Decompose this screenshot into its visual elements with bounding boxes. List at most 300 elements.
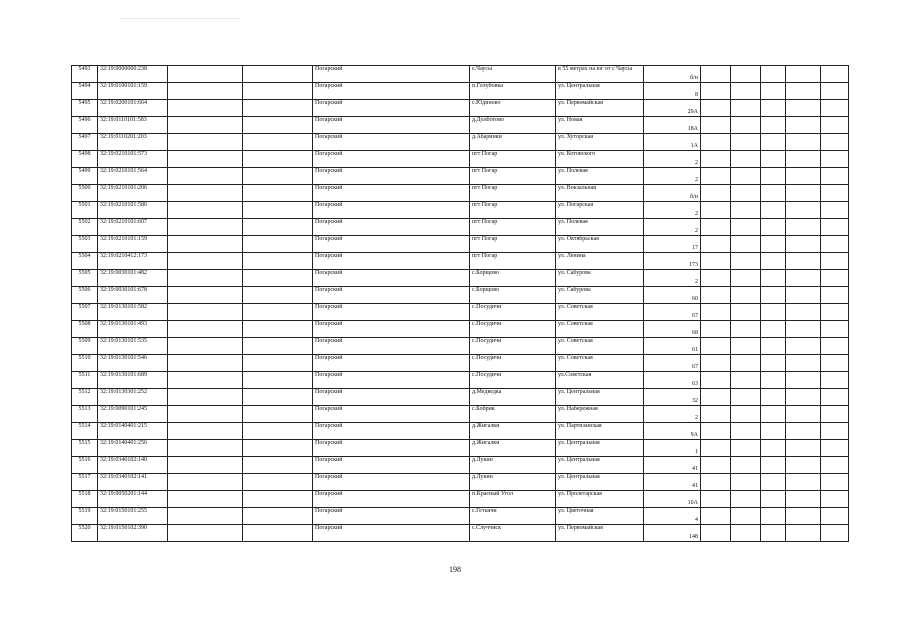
house-number-cell: б/н xyxy=(644,66,701,83)
empty-cell xyxy=(701,355,731,372)
empty-cell xyxy=(761,321,786,338)
empty-cell xyxy=(701,474,731,491)
locality-cell: пгт Погар xyxy=(470,236,556,253)
empty-cell xyxy=(243,100,313,117)
locality-cell: с.Бобрик xyxy=(470,406,556,423)
cadastral-number-cell: 32:19:0110201:203 xyxy=(98,134,168,151)
empty-cell xyxy=(731,321,761,338)
empty-cell xyxy=(168,491,243,508)
row-number-cell: 5500 xyxy=(72,185,98,202)
empty-cell xyxy=(786,355,821,372)
cadastral-number-cell: 32:19:0130101:582 xyxy=(98,304,168,321)
cadastral-number-cell: 32:19:0340102:141 xyxy=(98,474,168,491)
house-number-cell: 32 xyxy=(644,389,701,406)
empty-cell xyxy=(243,372,313,389)
cadastral-number-cell: 32:19:0130101:535 xyxy=(98,338,168,355)
empty-cell xyxy=(243,474,313,491)
district-cell: Погарский xyxy=(313,389,470,406)
cadastral-number-cell: 32:19:0210101:586 xyxy=(98,202,168,219)
house-number-cell: 60 xyxy=(644,287,701,304)
house-number-cell: 173 xyxy=(644,253,701,270)
empty-cell xyxy=(821,151,849,168)
row-number-cell: 5515 xyxy=(72,440,98,457)
empty-cell xyxy=(168,287,243,304)
empty-cell xyxy=(821,66,849,83)
locality-cell: с.Посудичи xyxy=(470,304,556,321)
table-row xyxy=(72,202,849,219)
cadastral-number-cell: 32:19:0150101:255 xyxy=(98,508,168,525)
empty-cell xyxy=(821,321,849,338)
empty-cell xyxy=(786,202,821,219)
house-number-cell: 63 xyxy=(644,372,701,389)
empty-cell xyxy=(821,508,849,525)
empty-cell xyxy=(761,83,786,100)
empty-cell xyxy=(168,338,243,355)
empty-cell xyxy=(701,304,731,321)
empty-cell xyxy=(731,406,761,423)
empty-cell xyxy=(761,440,786,457)
empty-cell xyxy=(701,134,731,151)
empty-cell xyxy=(168,236,243,253)
cadastral-number-cell: 32:19:0210101:206 xyxy=(98,185,168,202)
empty-cell xyxy=(243,508,313,525)
empty-cell xyxy=(761,253,786,270)
empty-cell xyxy=(701,66,731,83)
empty-cell xyxy=(701,406,731,423)
empty-cell xyxy=(761,202,786,219)
empty-cell xyxy=(243,253,313,270)
table-row xyxy=(72,253,849,270)
empty-cell xyxy=(786,389,821,406)
cadastral-number-cell: 32:19:0210412:173 xyxy=(98,253,168,270)
locality-cell: пгт Погар xyxy=(470,185,556,202)
empty-cell xyxy=(243,321,313,338)
empty-cell xyxy=(701,491,731,508)
empty-cell xyxy=(168,474,243,491)
empty-cell xyxy=(761,134,786,151)
empty-cell xyxy=(761,151,786,168)
empty-cell xyxy=(701,389,731,406)
empty-cell xyxy=(821,236,849,253)
empty-cell xyxy=(821,457,849,474)
house-number-cell: 61 xyxy=(644,338,701,355)
street-cell: ул. Советская xyxy=(556,355,644,372)
empty-cell xyxy=(243,355,313,372)
empty-cell xyxy=(168,253,243,270)
house-number-cell: 4 xyxy=(644,508,701,525)
empty-cell xyxy=(701,185,731,202)
empty-cell xyxy=(786,236,821,253)
empty-cell xyxy=(821,253,849,270)
table-row xyxy=(72,100,849,117)
house-number-cell: 68 xyxy=(644,321,701,338)
cadastral-number-cell: 32:19:0090101:245 xyxy=(98,406,168,423)
street-cell: ул. Советская xyxy=(556,321,644,338)
locality-cell: д.Жигалки xyxy=(470,440,556,457)
empty-cell xyxy=(168,168,243,185)
empty-cell xyxy=(786,491,821,508)
empty-cell xyxy=(821,491,849,508)
empty-cell xyxy=(761,304,786,321)
empty-cell xyxy=(168,389,243,406)
district-cell: Погарский xyxy=(313,321,470,338)
house-number-cell: 2 xyxy=(644,202,701,219)
row-number-cell: 5505 xyxy=(72,270,98,287)
empty-cell xyxy=(168,134,243,151)
scan-artifact-line xyxy=(120,18,240,19)
district-cell: Погарский xyxy=(313,406,470,423)
district-cell: Погарский xyxy=(313,185,470,202)
empty-cell xyxy=(701,457,731,474)
cadastral-number-cell: 32:19:0030101:482 xyxy=(98,270,168,287)
row-number-cell: 5507 xyxy=(72,304,98,321)
locality-cell: д.Абаринки xyxy=(470,134,556,151)
district-cell: Погарский xyxy=(313,168,470,185)
table-row xyxy=(72,236,849,253)
empty-cell xyxy=(243,117,313,134)
table-row xyxy=(72,491,849,508)
street-cell: ул. Сабурова xyxy=(556,287,644,304)
house-number-cell: 2 xyxy=(644,270,701,287)
empty-cell xyxy=(731,457,761,474)
cadastral-number-cell: 32:19:0140401:256 xyxy=(98,440,168,457)
empty-cell xyxy=(821,304,849,321)
empty-cell xyxy=(821,168,849,185)
empty-cell xyxy=(168,151,243,168)
row-number-cell: 5496 xyxy=(72,117,98,134)
empty-cell xyxy=(731,423,761,440)
empty-cell xyxy=(731,253,761,270)
empty-cell xyxy=(168,321,243,338)
row-number-cell: 5512 xyxy=(72,389,98,406)
empty-cell xyxy=(731,355,761,372)
table-row xyxy=(72,151,849,168)
locality-cell: с.Посудичи xyxy=(470,355,556,372)
empty-cell xyxy=(761,287,786,304)
empty-cell xyxy=(731,474,761,491)
empty-cell xyxy=(786,372,821,389)
district-cell: Погарский xyxy=(313,423,470,440)
street-cell: ул. Советская xyxy=(556,304,644,321)
district-cell: Погарский xyxy=(313,525,470,542)
locality-cell: п.Красный Угол xyxy=(470,491,556,508)
cadastral-number-cell: 32:19:0110101:583 xyxy=(98,117,168,134)
empty-cell xyxy=(731,100,761,117)
empty-cell xyxy=(761,338,786,355)
street-cell: ул. Пролетарская xyxy=(556,491,644,508)
empty-cell xyxy=(243,525,313,542)
empty-cell xyxy=(761,355,786,372)
empty-cell xyxy=(731,151,761,168)
locality-cell: д.Лукин xyxy=(470,457,556,474)
district-cell: Погарский xyxy=(313,474,470,491)
locality-cell: с.Гетьичи xyxy=(470,508,556,525)
cadastral-number-cell: 32:19:0210101:159 xyxy=(98,236,168,253)
district-cell: Погарский xyxy=(313,287,470,304)
row-number-cell: 5497 xyxy=(72,134,98,151)
empty-cell xyxy=(731,236,761,253)
row-number-cell: 5494 xyxy=(72,83,98,100)
empty-cell xyxy=(701,168,731,185)
empty-cell xyxy=(786,406,821,423)
empty-cell xyxy=(761,389,786,406)
house-number-cell: 67 xyxy=(644,355,701,372)
street-cell: в 55 метрах на юг от с Чаусы xyxy=(556,66,644,83)
empty-cell xyxy=(701,525,731,542)
empty-cell xyxy=(701,117,731,134)
street-cell: ул. Цветочная xyxy=(556,508,644,525)
table-row xyxy=(72,474,849,491)
district-cell: Погарский xyxy=(313,117,470,134)
cadastral-number-cell: 32:19:0130101:689 xyxy=(98,372,168,389)
empty-cell xyxy=(761,270,786,287)
street-cell: ул. Центральная xyxy=(556,440,644,457)
empty-cell xyxy=(243,66,313,83)
locality-cell: д.Лукин xyxy=(470,474,556,491)
row-number-cell: 5508 xyxy=(72,321,98,338)
empty-cell xyxy=(786,185,821,202)
district-cell: Погарский xyxy=(313,304,470,321)
empty-cell xyxy=(821,423,849,440)
empty-cell xyxy=(243,270,313,287)
house-number-cell: 2 xyxy=(644,168,701,185)
row-number-cell: 5502 xyxy=(72,219,98,236)
row-number-cell: 5518 xyxy=(72,491,98,508)
street-cell: ул. Ленина xyxy=(556,253,644,270)
district-cell: Погарский xyxy=(313,66,470,83)
empty-cell xyxy=(168,66,243,83)
table-row xyxy=(72,66,849,83)
district-cell: Погарский xyxy=(313,440,470,457)
empty-cell xyxy=(786,457,821,474)
house-number-cell: 8 xyxy=(644,83,701,100)
empty-cell xyxy=(821,270,849,287)
locality-cell: с.Борщово xyxy=(470,270,556,287)
empty-cell xyxy=(701,253,731,270)
row-number-cell: 5503 xyxy=(72,236,98,253)
empty-cell xyxy=(243,457,313,474)
house-number-cell: 2 xyxy=(644,406,701,423)
district-cell: Погарский xyxy=(313,151,470,168)
district-cell: Погарский xyxy=(313,202,470,219)
table-row xyxy=(72,185,849,202)
empty-cell xyxy=(731,491,761,508)
table-row xyxy=(72,321,849,338)
empty-cell xyxy=(786,168,821,185)
table-row xyxy=(72,134,849,151)
empty-cell xyxy=(786,321,821,338)
empty-cell xyxy=(168,440,243,457)
empty-cell xyxy=(701,219,731,236)
street-cell: ул. Партизанская xyxy=(556,423,644,440)
empty-cell xyxy=(731,66,761,83)
empty-cell xyxy=(701,202,731,219)
table-row xyxy=(72,457,849,474)
street-cell: ул. Котовского xyxy=(556,151,644,168)
table-row xyxy=(72,508,849,525)
empty-cell xyxy=(761,372,786,389)
table-row xyxy=(72,440,849,457)
cadastral-number-cell: 32:19:0130301:252 xyxy=(98,389,168,406)
street-cell: ул. Первомайская xyxy=(556,100,644,117)
cadastral-number-cell: 32:19:0130101:546 xyxy=(98,355,168,372)
empty-cell xyxy=(821,406,849,423)
table-row xyxy=(72,168,849,185)
house-number-cell: 148 xyxy=(644,525,701,542)
empty-cell xyxy=(731,168,761,185)
empty-cell xyxy=(786,440,821,457)
empty-cell xyxy=(821,474,849,491)
empty-cell xyxy=(761,117,786,134)
empty-cell xyxy=(243,202,313,219)
row-number-cell: 5514 xyxy=(72,423,98,440)
empty-cell xyxy=(243,440,313,457)
street-cell: ул. Центральная xyxy=(556,389,644,406)
empty-cell xyxy=(243,168,313,185)
row-number-cell: 5498 xyxy=(72,151,98,168)
street-cell: ул. Советская xyxy=(556,338,644,355)
row-number-cell: 5499 xyxy=(72,168,98,185)
empty-cell xyxy=(168,508,243,525)
empty-cell xyxy=(761,508,786,525)
empty-cell xyxy=(701,372,731,389)
empty-cell xyxy=(761,525,786,542)
empty-cell xyxy=(786,423,821,440)
empty-cell xyxy=(243,406,313,423)
district-cell: Погарский xyxy=(313,338,470,355)
empty-cell xyxy=(821,389,849,406)
row-number-cell: 5501 xyxy=(72,202,98,219)
empty-cell xyxy=(243,389,313,406)
empty-cell xyxy=(821,440,849,457)
empty-cell xyxy=(731,134,761,151)
empty-cell xyxy=(243,304,313,321)
cadastral-number-cell: 32:19:0100101:159 xyxy=(98,83,168,100)
cadastral-number-cell: 32:19:0210101:573 xyxy=(98,151,168,168)
empty-cell xyxy=(701,508,731,525)
empty-cell xyxy=(786,253,821,270)
row-number-cell: 5509 xyxy=(72,338,98,355)
empty-cell xyxy=(786,270,821,287)
row-number-cell: 5493 xyxy=(72,66,98,83)
empty-cell xyxy=(168,355,243,372)
locality-cell: д.Медведка xyxy=(470,389,556,406)
street-cell: ул. Хуторская xyxy=(556,134,644,151)
locality-cell: пгт Погар xyxy=(470,202,556,219)
cadastral-number-cell: 32:19:0130101:493 xyxy=(98,321,168,338)
street-cell: ул. Центральная xyxy=(556,83,644,100)
empty-cell xyxy=(821,100,849,117)
street-cell: ул. Погарская xyxy=(556,202,644,219)
empty-cell xyxy=(168,83,243,100)
street-cell: ул. Сабурова xyxy=(556,270,644,287)
cadastral-number-cell: 32:19:0000000:238 xyxy=(98,66,168,83)
district-cell: Погарский xyxy=(313,355,470,372)
street-cell: ул. Первомайская xyxy=(556,525,644,542)
street-cell: ул. Центральная xyxy=(556,474,644,491)
locality-cell: с.Юдиново xyxy=(470,100,556,117)
empty-cell xyxy=(821,287,849,304)
district-cell: Погарский xyxy=(313,457,470,474)
empty-cell xyxy=(821,202,849,219)
street-cell: ул. Новая xyxy=(556,117,644,134)
empty-cell xyxy=(786,151,821,168)
table-body xyxy=(72,66,849,542)
locality-cell: п.Голубовка xyxy=(470,83,556,100)
empty-cell xyxy=(168,100,243,117)
empty-cell xyxy=(168,372,243,389)
house-number-cell: 41 xyxy=(644,474,701,491)
empty-cell xyxy=(731,304,761,321)
locality-cell: д.Долботово xyxy=(470,117,556,134)
table-row xyxy=(72,219,849,236)
locality-cell: с.Чаусы xyxy=(470,66,556,83)
street-cell: ул.Советская xyxy=(556,372,644,389)
empty-cell xyxy=(243,185,313,202)
empty-cell xyxy=(243,287,313,304)
house-number-cell: б/н xyxy=(644,185,701,202)
cadastral-number-cell: 32:19:0030101:678 xyxy=(98,287,168,304)
street-cell: ул. Вокзальная xyxy=(556,185,644,202)
empty-cell xyxy=(168,185,243,202)
empty-cell xyxy=(786,219,821,236)
house-number-cell: 1А xyxy=(644,134,701,151)
empty-cell xyxy=(168,117,243,134)
table-row xyxy=(72,406,849,423)
table-row xyxy=(72,423,849,440)
row-number-cell: 5517 xyxy=(72,474,98,491)
empty-cell xyxy=(786,287,821,304)
empty-cell xyxy=(701,423,731,440)
empty-cell xyxy=(731,185,761,202)
empty-cell xyxy=(701,338,731,355)
cadastral-number-cell: 32:19:0340102:140 xyxy=(98,457,168,474)
empty-cell xyxy=(761,185,786,202)
empty-cell xyxy=(731,219,761,236)
empty-cell xyxy=(168,270,243,287)
empty-cell xyxy=(701,83,731,100)
district-cell: Погарский xyxy=(313,270,470,287)
table-row xyxy=(72,83,849,100)
district-cell: Погарский xyxy=(313,491,470,508)
empty-cell xyxy=(701,270,731,287)
empty-cell xyxy=(243,491,313,508)
district-cell: Погарский xyxy=(313,134,470,151)
house-number-cell: 29А xyxy=(644,100,701,117)
empty-cell xyxy=(786,83,821,100)
locality-cell: пгт Погар xyxy=(470,151,556,168)
district-cell: Погарский xyxy=(313,83,470,100)
empty-cell xyxy=(243,83,313,100)
empty-cell xyxy=(821,338,849,355)
house-number-cell: 41 xyxy=(644,457,701,474)
row-number-cell: 5520 xyxy=(72,525,98,542)
empty-cell xyxy=(168,525,243,542)
empty-cell xyxy=(761,491,786,508)
empty-cell xyxy=(786,117,821,134)
row-number-cell: 5516 xyxy=(72,457,98,474)
empty-cell xyxy=(731,372,761,389)
empty-cell xyxy=(821,372,849,389)
empty-cell xyxy=(168,304,243,321)
locality-cell: с.Случчиск xyxy=(470,525,556,542)
empty-cell xyxy=(243,338,313,355)
empty-cell xyxy=(731,117,761,134)
table-row xyxy=(72,389,849,406)
table-row xyxy=(72,355,849,372)
empty-cell xyxy=(731,83,761,100)
table-row xyxy=(72,287,849,304)
